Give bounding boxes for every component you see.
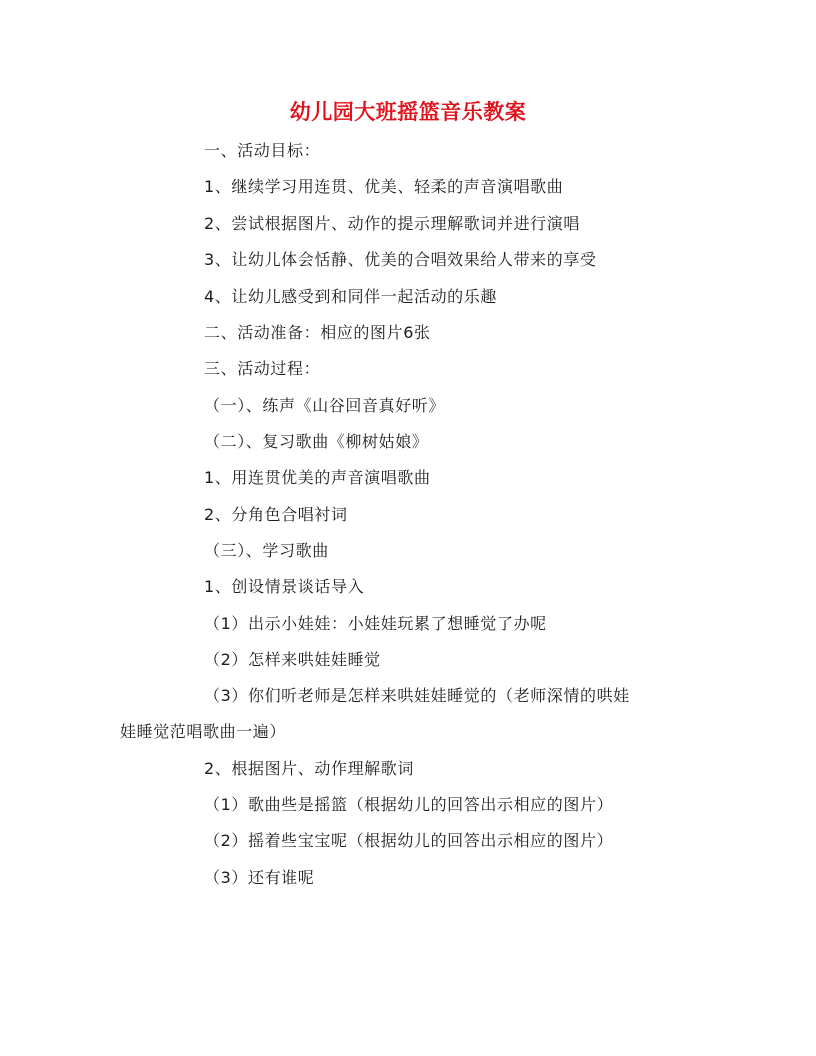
learn-step-1: 1、创设情景谈话导入	[204, 577, 365, 596]
page-title: 幼儿园大班摇篮音乐教案	[289, 99, 527, 124]
section-heading-process: 三、活动过程：	[204, 359, 321, 378]
subsection-review: （二）、复习歌曲《柳树姑娘》	[204, 432, 429, 451]
subsection-warmup: （一）、练声《山谷回音真好听》	[204, 396, 446, 415]
learn-substep-3: （3）你们听老师是怎样来哄娃娃睡觉的（老师深情的哄娃	[204, 686, 630, 705]
lyrics-substep-2: （2）摇着些宝宝呢（根据幼儿的回答出示相应的图片）	[204, 831, 614, 850]
section-heading-goals: 一、活动目标：	[204, 141, 321, 160]
goal-item-4: 4、让幼儿感受到和同伴一起活动的乐趣	[204, 287, 497, 306]
lyrics-substep-3: （3）还有谁呢	[204, 868, 315, 887]
review-item-2: 2、分角色合唱衬词	[204, 505, 348, 524]
goal-item-1: 1、继续学习用连贯、优美、轻柔的声音演唱歌曲	[204, 177, 564, 196]
learn-substep-2: （2）怎样来哄娃娃睡觉	[204, 650, 381, 669]
goal-item-2: 2、尝试根据图片、动作的提示理解歌词并进行演唱	[204, 214, 580, 233]
learn-step-2: 2、根据图片、动作理解歌词	[204, 759, 414, 778]
review-item-1: 1、用连贯优美的声音演唱歌曲	[204, 468, 431, 487]
lyrics-substep-1: （1）歌曲些是摇篮（根据幼儿的回答出示相应的图片）	[204, 795, 614, 814]
section-heading-preparation: 二、活动准备：相应的图片6张	[204, 323, 431, 342]
goal-item-3: 3、让幼儿体会恬静、优美的合唱效果给人带来的享受	[204, 250, 597, 269]
subsection-learn: （三）、学习歌曲	[204, 541, 329, 560]
learn-substep-3-continued: 娃睡觉范唱歌曲一遍）	[120, 722, 287, 741]
learn-substep-1: （1）出示小娃娃：小娃娃玩累了想睡觉了办呢	[204, 614, 547, 633]
